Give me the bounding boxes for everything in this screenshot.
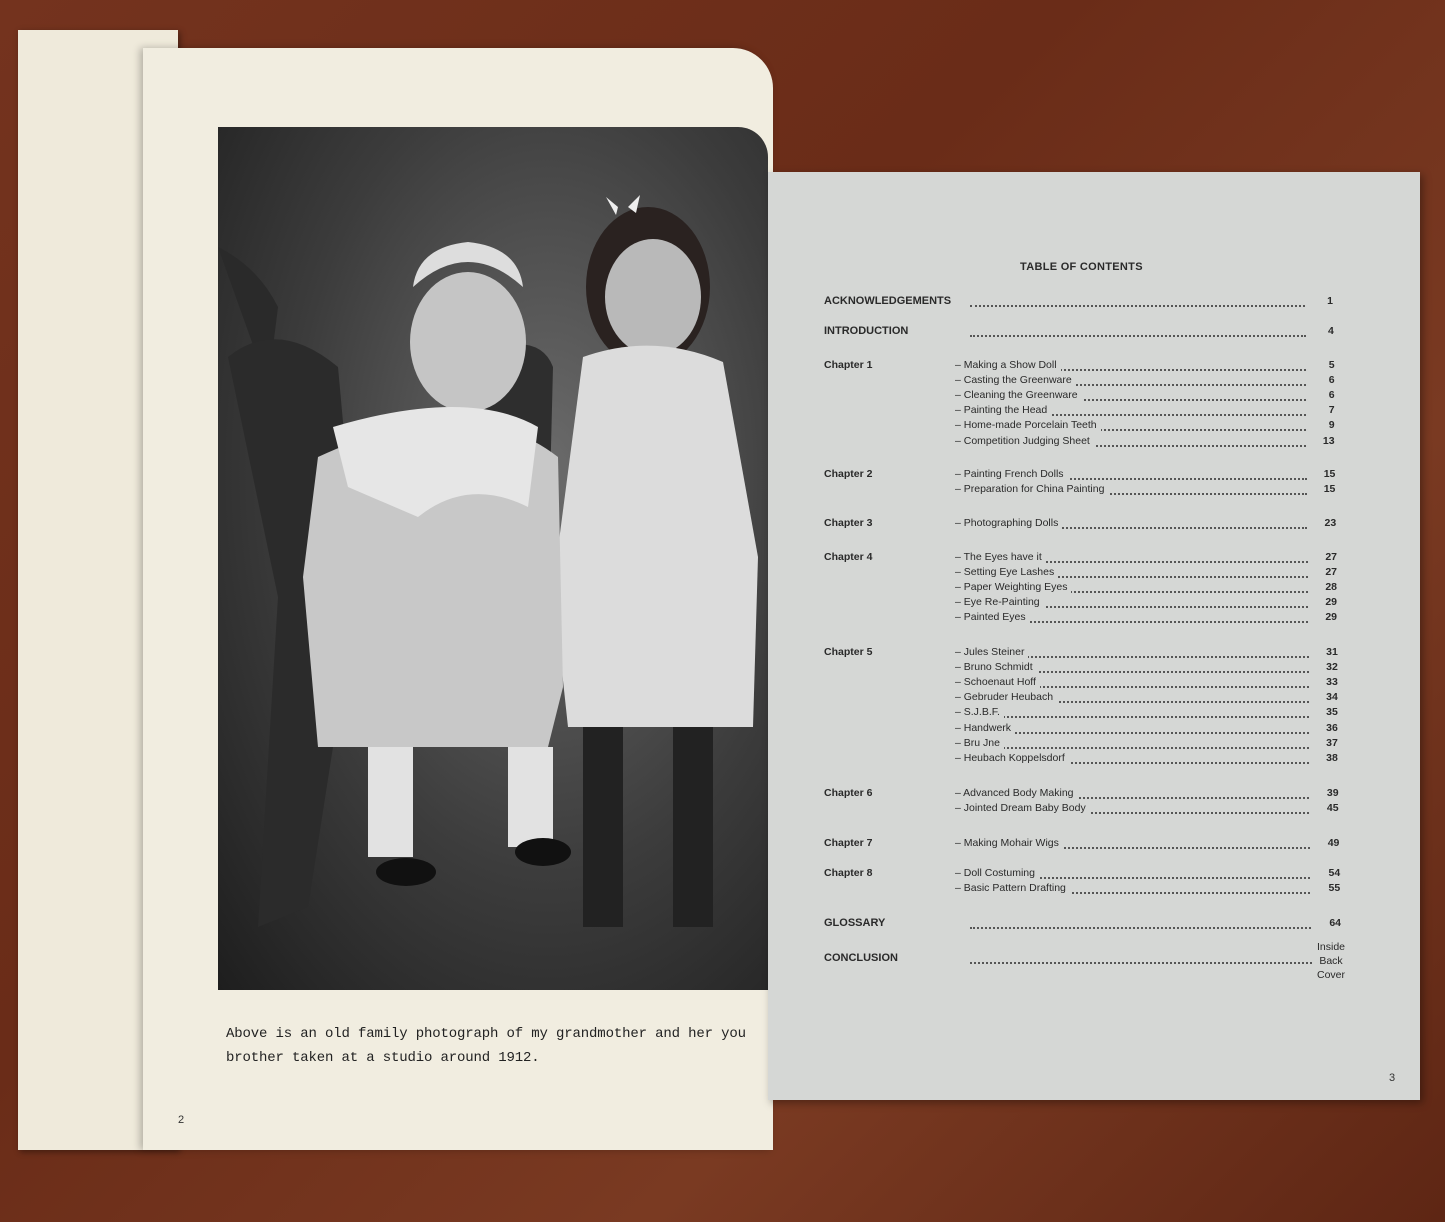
toc-entry-title: – Doll Costuming (955, 867, 1039, 879)
toc-entry-title: – Home-made Porcelain Teeth (955, 419, 1101, 431)
toc-page-number: 54 (1328, 867, 1341, 879)
toc-page-number: Inside Back Cover (1316, 941, 1346, 981)
toc-leader-dots (970, 961, 1312, 964)
toc-page-number: 1 (1327, 295, 1333, 307)
toc-page-number: 6 (1328, 374, 1335, 387)
toc-page-number: 64 (1329, 917, 1341, 929)
toc-entry-title: – Bru Jne (955, 737, 1004, 749)
toc-page-number: 36 (1326, 721, 1338, 734)
toc-entry-title: – Painted Eyes (955, 611, 1030, 623)
toc-page-number: 4 (1327, 325, 1334, 337)
toc-page-number: 29 (1325, 596, 1337, 609)
toc-page-number: 5 (1328, 359, 1335, 371)
toc-entry-title: – Eye Re-Painting (955, 596, 1044, 608)
toc-page-number: 55 (1328, 882, 1341, 895)
toc-entry-title: – Basic Pattern Drafting (955, 882, 1070, 894)
toc-entry-title: – Painting the Head (955, 404, 1051, 416)
toc-entry-title: – Painting French Dolls (955, 468, 1068, 480)
toc-page-number: 38 (1326, 751, 1338, 764)
toc-entry-title: – S.J.B.F. (955, 706, 1004, 718)
toc-entry-title: – Gebruder Heubach (955, 691, 1057, 703)
toc-page-number: 33 (1326, 676, 1338, 689)
toc-entry-title: – Photographing Dolls (955, 517, 1062, 529)
toc-section-label: Chapter 7 (824, 837, 873, 849)
toc-entry-title: – Jointed Dream Baby Body (955, 802, 1090, 814)
toc-section-label: Chapter 2 (824, 468, 873, 480)
toc-page-number: 34 (1326, 691, 1338, 704)
toc-page-number: 32 (1326, 661, 1338, 674)
toc-entry-title: – Advanced Body Making (955, 787, 1078, 799)
toc-page-number: 39 (1326, 787, 1339, 799)
toc-page-number: 23 (1324, 517, 1337, 529)
toc-page-number: 27 (1325, 551, 1337, 563)
right-page-number: 3 (1389, 1072, 1396, 1084)
toc-page-number: 27 (1325, 566, 1337, 579)
toc-section-label: Chapter 6 (824, 787, 873, 799)
toc-page-number: 9 (1328, 419, 1335, 432)
toc-entry-title: – Paper Weighting Eyes (955, 581, 1071, 593)
toc-page-number: 45 (1326, 802, 1339, 815)
toc-entry-title: – Competition Judging Sheet (955, 435, 1094, 447)
toc-section-label: Chapter 5 (824, 646, 873, 658)
toc-entry-title: – The Eyes have it (955, 551, 1046, 563)
photo-caption (226, 1022, 746, 1070)
toc-entry-title: – Making Mohair Wigs (955, 837, 1063, 849)
toc-page-number: 15 (1323, 468, 1336, 480)
toc-page-number: 28 (1325, 581, 1337, 594)
toc-entry-title: – Handwerk (955, 722, 1015, 734)
toc-entry-title: – Jules Steiner (955, 646, 1028, 658)
toc-page-number: 29 (1325, 611, 1337, 624)
photo-children-illustration (218, 127, 768, 990)
toc-section-label: GLOSSARY (824, 917, 886, 929)
left-page-number: 2 (178, 1114, 185, 1126)
toc-entry-title: – Schoenaut Hoff (955, 676, 1040, 688)
toc-page-number: 13 (1322, 434, 1335, 447)
toc-entry-title: – Casting the Greenware (955, 374, 1076, 386)
toc-page-number: 15 (1323, 483, 1336, 496)
toc-page-number: 37 (1326, 736, 1338, 749)
caption-line-2: brother taken at a studio around 1912. (226, 1050, 540, 1066)
toc-leader-dots (970, 926, 1311, 929)
toc-leader-dots (970, 304, 1305, 307)
toc-page-number: 31 (1326, 646, 1338, 658)
toc-page-number: 7 (1328, 404, 1335, 417)
toc-entry-title: – Setting Eye Lashes (955, 566, 1058, 578)
toc-leader-dots (955, 746, 1309, 749)
toc-section-label: Chapter 4 (824, 551, 873, 563)
toc-entry-title: – Bruno Schmidt (955, 661, 1037, 673)
toc-entry-title: – Preparation for China Painting (955, 483, 1108, 495)
caption-line-1: Above is an old family photograph of my grandmother and her you (226, 1026, 746, 1042)
toc-page-number: 6 (1328, 389, 1335, 402)
toc-entry-title: – Heubach Koppelsdorf (955, 752, 1069, 764)
toc-section-label: INTRODUCTION (824, 325, 909, 337)
toc-section-label: ACKNOWLEDGEMENTS (824, 295, 952, 307)
toc-page-number: 35 (1326, 706, 1338, 719)
toc-leader-dots (970, 334, 1306, 337)
toc-entry-title: – Making a Show Doll (955, 359, 1061, 371)
toc-section-label: Chapter 1 (824, 359, 873, 371)
toc-section-label: Chapter 3 (824, 517, 873, 529)
toc-section-label: Chapter 8 (824, 867, 873, 879)
toc-leader-dots (955, 715, 1309, 718)
toc-section-label: CONCLUSION (824, 952, 898, 964)
toc-entry-title: – Cleaning the Greenware (955, 389, 1082, 401)
family-photograph (218, 127, 768, 990)
toc-page-number: 49 (1327, 837, 1340, 849)
toc-title: TABLE OF CONTENTS (1020, 261, 1143, 273)
